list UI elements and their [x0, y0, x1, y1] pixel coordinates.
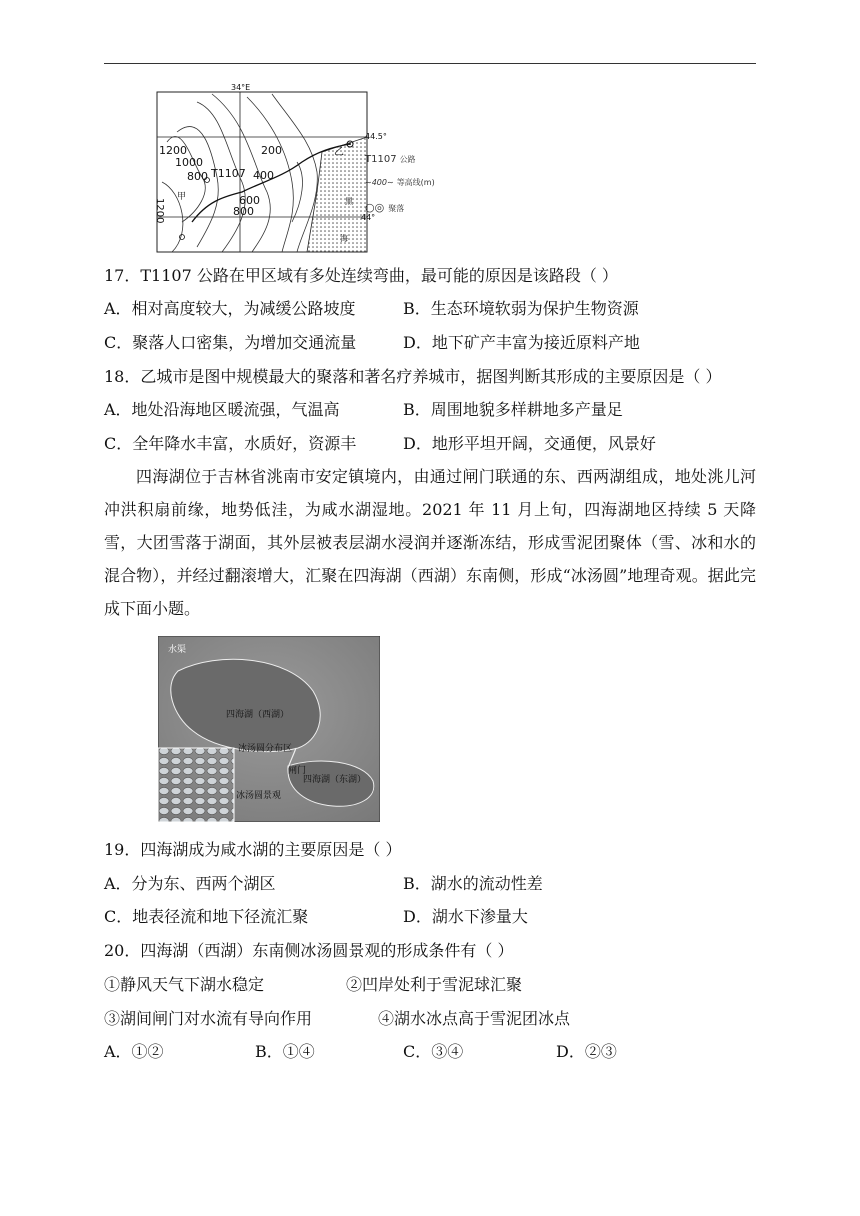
q17-option-b: B．生态环境软弱为保护生物资源 [403, 299, 639, 318]
sea-label: 海 [340, 234, 348, 243]
contour-label: 200 [261, 144, 282, 157]
q18-option-b: B．周围地貌多样耕地多产量足 [403, 400, 623, 419]
q17-option-c: C．聚落人口密集，为增加交通流量 [104, 333, 357, 352]
gate-label: 闸门 [288, 766, 307, 776]
legend-contour [365, 177, 435, 188]
q20-statement-4: ④湖水冰点高于雪泥团冰点 [378, 1009, 571, 1028]
city-yi-label: 乙 [334, 147, 344, 158]
latitude-bottom-label: 44° [361, 213, 376, 222]
q17-option-d: D．地下矿产丰富为接近原料产地 [403, 333, 640, 352]
east-lake-label: 四海湖（东湖） [303, 775, 367, 785]
legend-settlement-symbol: ◎ [374, 201, 385, 214]
question-17-stem: 17．T1107 公路在甲区域有多处连续弯曲，最可能的原因是该路段（ ） [104, 266, 618, 285]
latitude-top-label: 44.5° [365, 132, 387, 141]
q17-option-a: A．相对高度较大，为减缓公路坡度 [104, 299, 356, 318]
contour-label: 600 [239, 194, 260, 207]
q20-statement-3: ③湖间闸门对水流有导向作用 [104, 1009, 313, 1028]
canal-label: 水渠 [168, 645, 187, 655]
settlement-icon: ○ [365, 201, 375, 214]
legend-road-text: 公路 [399, 155, 416, 164]
legend-settlement-text: 聚落 [388, 204, 405, 213]
header-rule [104, 63, 756, 64]
question-18-stem: 18．乙城市是图中规模最大的聚落和著名疗养城市，据图判断其形成的主要原因是（ ） [104, 367, 722, 386]
legend-road [365, 154, 416, 165]
legend-road-symbol: T1107 [365, 154, 397, 165]
q19-option-b: B．湖水的流动性差 [403, 874, 543, 893]
q20-option-b: B．①④ [255, 1042, 315, 1061]
contour-label: 800 [233, 205, 254, 218]
contour-label: 1200 [154, 198, 165, 224]
contour-line-icon: ∼ [365, 178, 372, 187]
ice-zone-label: 冰汤圆分布区 [238, 744, 293, 754]
passage: 四海湖位于吉林省洮南市安定镇境内，由通过闸门联通的东、西两湖组成，地处洮儿河冲洪积扇前缘，地势低洼，为咸水湖湿地。2021 年 11 月上旬，四海湖地区持续 5 天降雪，大团雪落于湖面，其外层被表层湖水浸润并逐渐冻结，形成雪泥团聚体（雪、冰和水的混合物），并经过翻滚增大，汇聚在四海湖（西湖）东南侧，形成“冰汤圆”地理奇观。据此完成下面小题。 [104, 467, 756, 618]
q20-option-d: D．②③ [556, 1042, 617, 1061]
q19-option-d: D．湖水下渗量大 [403, 907, 528, 926]
q20-statement-2: ②凹岸处利于雪泥球汇聚 [346, 975, 523, 994]
contour-line-icon: ∼ [386, 178, 394, 187]
q20-option-c: C．③④ [403, 1042, 464, 1061]
west-lake-label: 四海湖（西湖） [226, 710, 290, 720]
contour-label: 800 [187, 170, 208, 183]
area-jia-label: 甲 [177, 192, 187, 202]
q20-statement-1: ①静风天气下湖水稳定 [104, 975, 265, 994]
contour-label: 1000 [175, 156, 203, 169]
q19-option-a: A．分为东、西两个湖区 [104, 874, 276, 893]
longitude-label: 34°E [231, 83, 251, 92]
topographic-map-figure [154, 83, 387, 252]
legend-contour-symbol: 400 [371, 178, 387, 187]
contour-label: 400 [253, 169, 274, 182]
legend-settlement [365, 201, 404, 214]
q19-option-c: C．地表径流和地下径流汇聚 [104, 907, 309, 926]
road-label: T1107 [211, 167, 246, 180]
q18-option-d: D．地形平坦开阔，交通便，风景好 [403, 434, 656, 453]
q20-option-a: A．①② [104, 1042, 164, 1061]
q18-option-c: C．全年降水丰富，水质好，资源丰 [104, 434, 357, 453]
ice-scene-label: 冰汤圆景观 [236, 791, 282, 801]
lake-photo-figure [158, 636, 380, 822]
q18-option-a: A．地处沿海地区暖流强，气温高 [104, 400, 340, 419]
contour-label: 1200 [159, 144, 187, 157]
sea-label: 黑 [345, 197, 353, 206]
question-20-stem: 20．四海湖（西湖）东南侧冰汤圆景观的形成条件有（ ） [104, 941, 514, 960]
legend-contour-text: 等高线(m) [396, 178, 435, 187]
question-19-stem: 19．四海湖成为咸水湖的主要原因是（ ） [104, 840, 402, 859]
